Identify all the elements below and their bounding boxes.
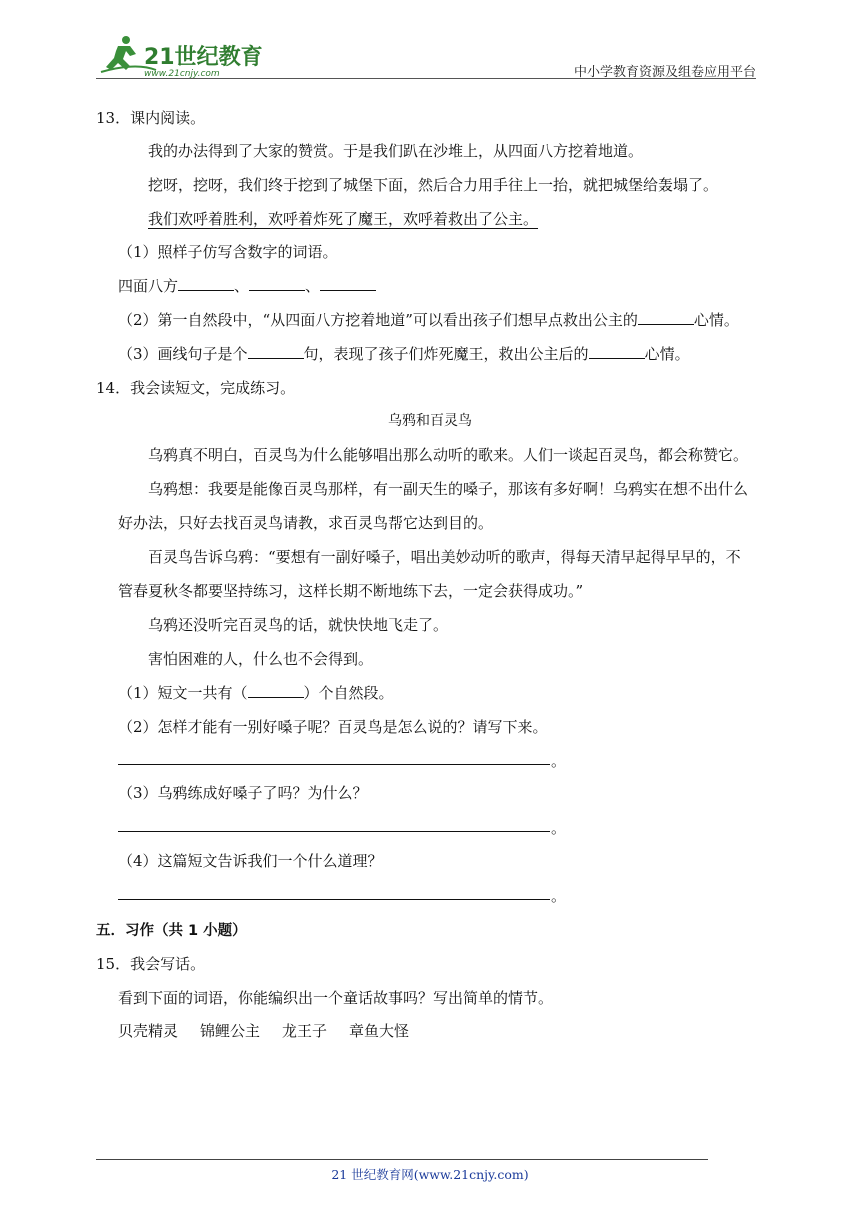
q15-prompt: 看到下面的词语，你能编织出一个童话故事吗？写出简单的情节。	[118, 989, 554, 1007]
q15-word: 贝壳精灵	[118, 1022, 179, 1040]
q14-sub3: （3）乌鸦练成好嗓子了吗？为什么？	[118, 784, 368, 802]
story-title: 乌鸦和百灵鸟	[388, 413, 472, 429]
q13-para-1: 我的办法得到了大家的赞赏。于是我们趴在沙堆上，从四面八方挖着地道。	[148, 142, 644, 160]
q13-sub3-text-b: 句，表现了孩子们炸死魔王，救出公主后的	[303, 345, 589, 363]
q15-word-list	[118, 1020, 409, 1041]
q14-para-5: 害怕困难的人，什么也不会得到。	[148, 650, 374, 668]
q13-blank-2[interactable]	[249, 276, 305, 291]
q14-sub1	[118, 682, 394, 703]
q13-sub2-blank[interactable]	[638, 310, 694, 325]
q13-sub3-tail: 心情。	[644, 345, 690, 363]
q13-sub2-text: （2）第一自然段中，“从四面八方挖着地道”可以看出孩子们想早点救出公主的	[118, 311, 638, 329]
period: 。	[551, 887, 567, 905]
q14-para-3b: 管春夏秋冬都要坚持练习，这样长期不断地练下去，一定会获得成功。”	[118, 582, 584, 600]
logo-text: 21世纪教育	[144, 45, 263, 70]
section-5-title: 五．习作（共 1 小题）	[96, 923, 247, 939]
q14-para-2b: 好办法，只好去找百灵鸟请教，求百灵鸟帮它达到目的。	[118, 514, 494, 532]
q13-sub2-tail: 心情。	[693, 311, 739, 329]
separator: 、	[305, 277, 321, 295]
q13-sub3	[118, 343, 690, 364]
period: 。	[551, 752, 567, 770]
site-logo	[96, 32, 266, 82]
q13-sub3-text-a: （3）画线句子是个	[118, 345, 248, 363]
q14-sub2-answer-line[interactable]	[118, 763, 550, 765]
q13-title: 13．课内阅读。	[96, 109, 206, 127]
q13-underlined-sentence: 我们欢呼着胜利，欢呼着炸死了魔王，欢呼着救出了公主。	[148, 210, 539, 228]
q14-para-3a: 百灵鸟告诉乌鸦：“要想有一副好嗓子，唱出美妙动听的歌声，得每天清早起得早早的，不	[148, 548, 741, 566]
period: 。	[551, 819, 567, 837]
header-divider	[96, 78, 756, 79]
q15-word: 锦鲤公主	[200, 1022, 261, 1040]
q14-sub1-tail: ）个自然段。	[303, 684, 394, 702]
logo-url: www.21cnjy.com	[144, 69, 220, 79]
q13-sub3-blank-1[interactable]	[248, 344, 304, 359]
q14-sub2: （2）怎样才能有一别好嗓子呢？百灵鸟是怎么说的？请写下来。	[118, 718, 548, 736]
q14-sub1-blank[interactable]	[248, 683, 304, 698]
q14-para-4: 乌鸦还没听完百灵鸟的话，就快快地飞走了。	[148, 616, 449, 634]
q13-blank-1[interactable]	[178, 276, 234, 291]
q15-title: 15．我会写话。	[96, 955, 206, 973]
q13-example-word: 四面八方	[118, 277, 179, 295]
q14-para-2a: 乌鸦想：我要是能像百灵鸟那样，有一副天生的嗓子，那该有多好啊！乌鸦实在想不出什么	[148, 480, 749, 498]
q14-sub4: （4）这篇短文告诉我们一个什么道理？	[118, 852, 383, 870]
q13-blank-3[interactable]	[320, 276, 376, 291]
q13-sub1-answer-row	[118, 275, 376, 296]
q13-para-2: 挖呀，挖呀，我们终于挖到了城堡下面，然后合力用手往上一抬，就把城堡给轰塌了。	[148, 176, 719, 194]
q14-sub3-answer-line[interactable]	[118, 830, 550, 832]
q13-sub1: （1）照样子仿写含数字的词语。	[118, 243, 338, 261]
footer-link[interactable]: 21 世纪教育网(www.21cnjy.com)	[331, 1167, 529, 1182]
q14-sub1-text: （1）短文一共有（	[118, 684, 248, 702]
q13-sub2	[118, 309, 739, 330]
q15-word: 龙王子	[282, 1022, 328, 1040]
q14-title: 14．我会读短文，完成练习。	[96, 379, 296, 397]
footer-divider	[96, 1159, 708, 1160]
q15-word: 章鱼大怪	[349, 1022, 410, 1040]
q14-sub4-answer-line[interactable]	[118, 898, 550, 900]
separator: 、	[234, 277, 250, 295]
header-platform-text: 中小学教育资源及组卷应用平台	[573, 65, 756, 80]
q13-sub3-blank-2[interactable]	[589, 344, 645, 359]
q14-para-1: 乌鸦真不明白，百灵鸟为什么能够唱出那么动听的歌来。人们一谈起百灵鸟，都会称赞它。	[148, 446, 749, 464]
